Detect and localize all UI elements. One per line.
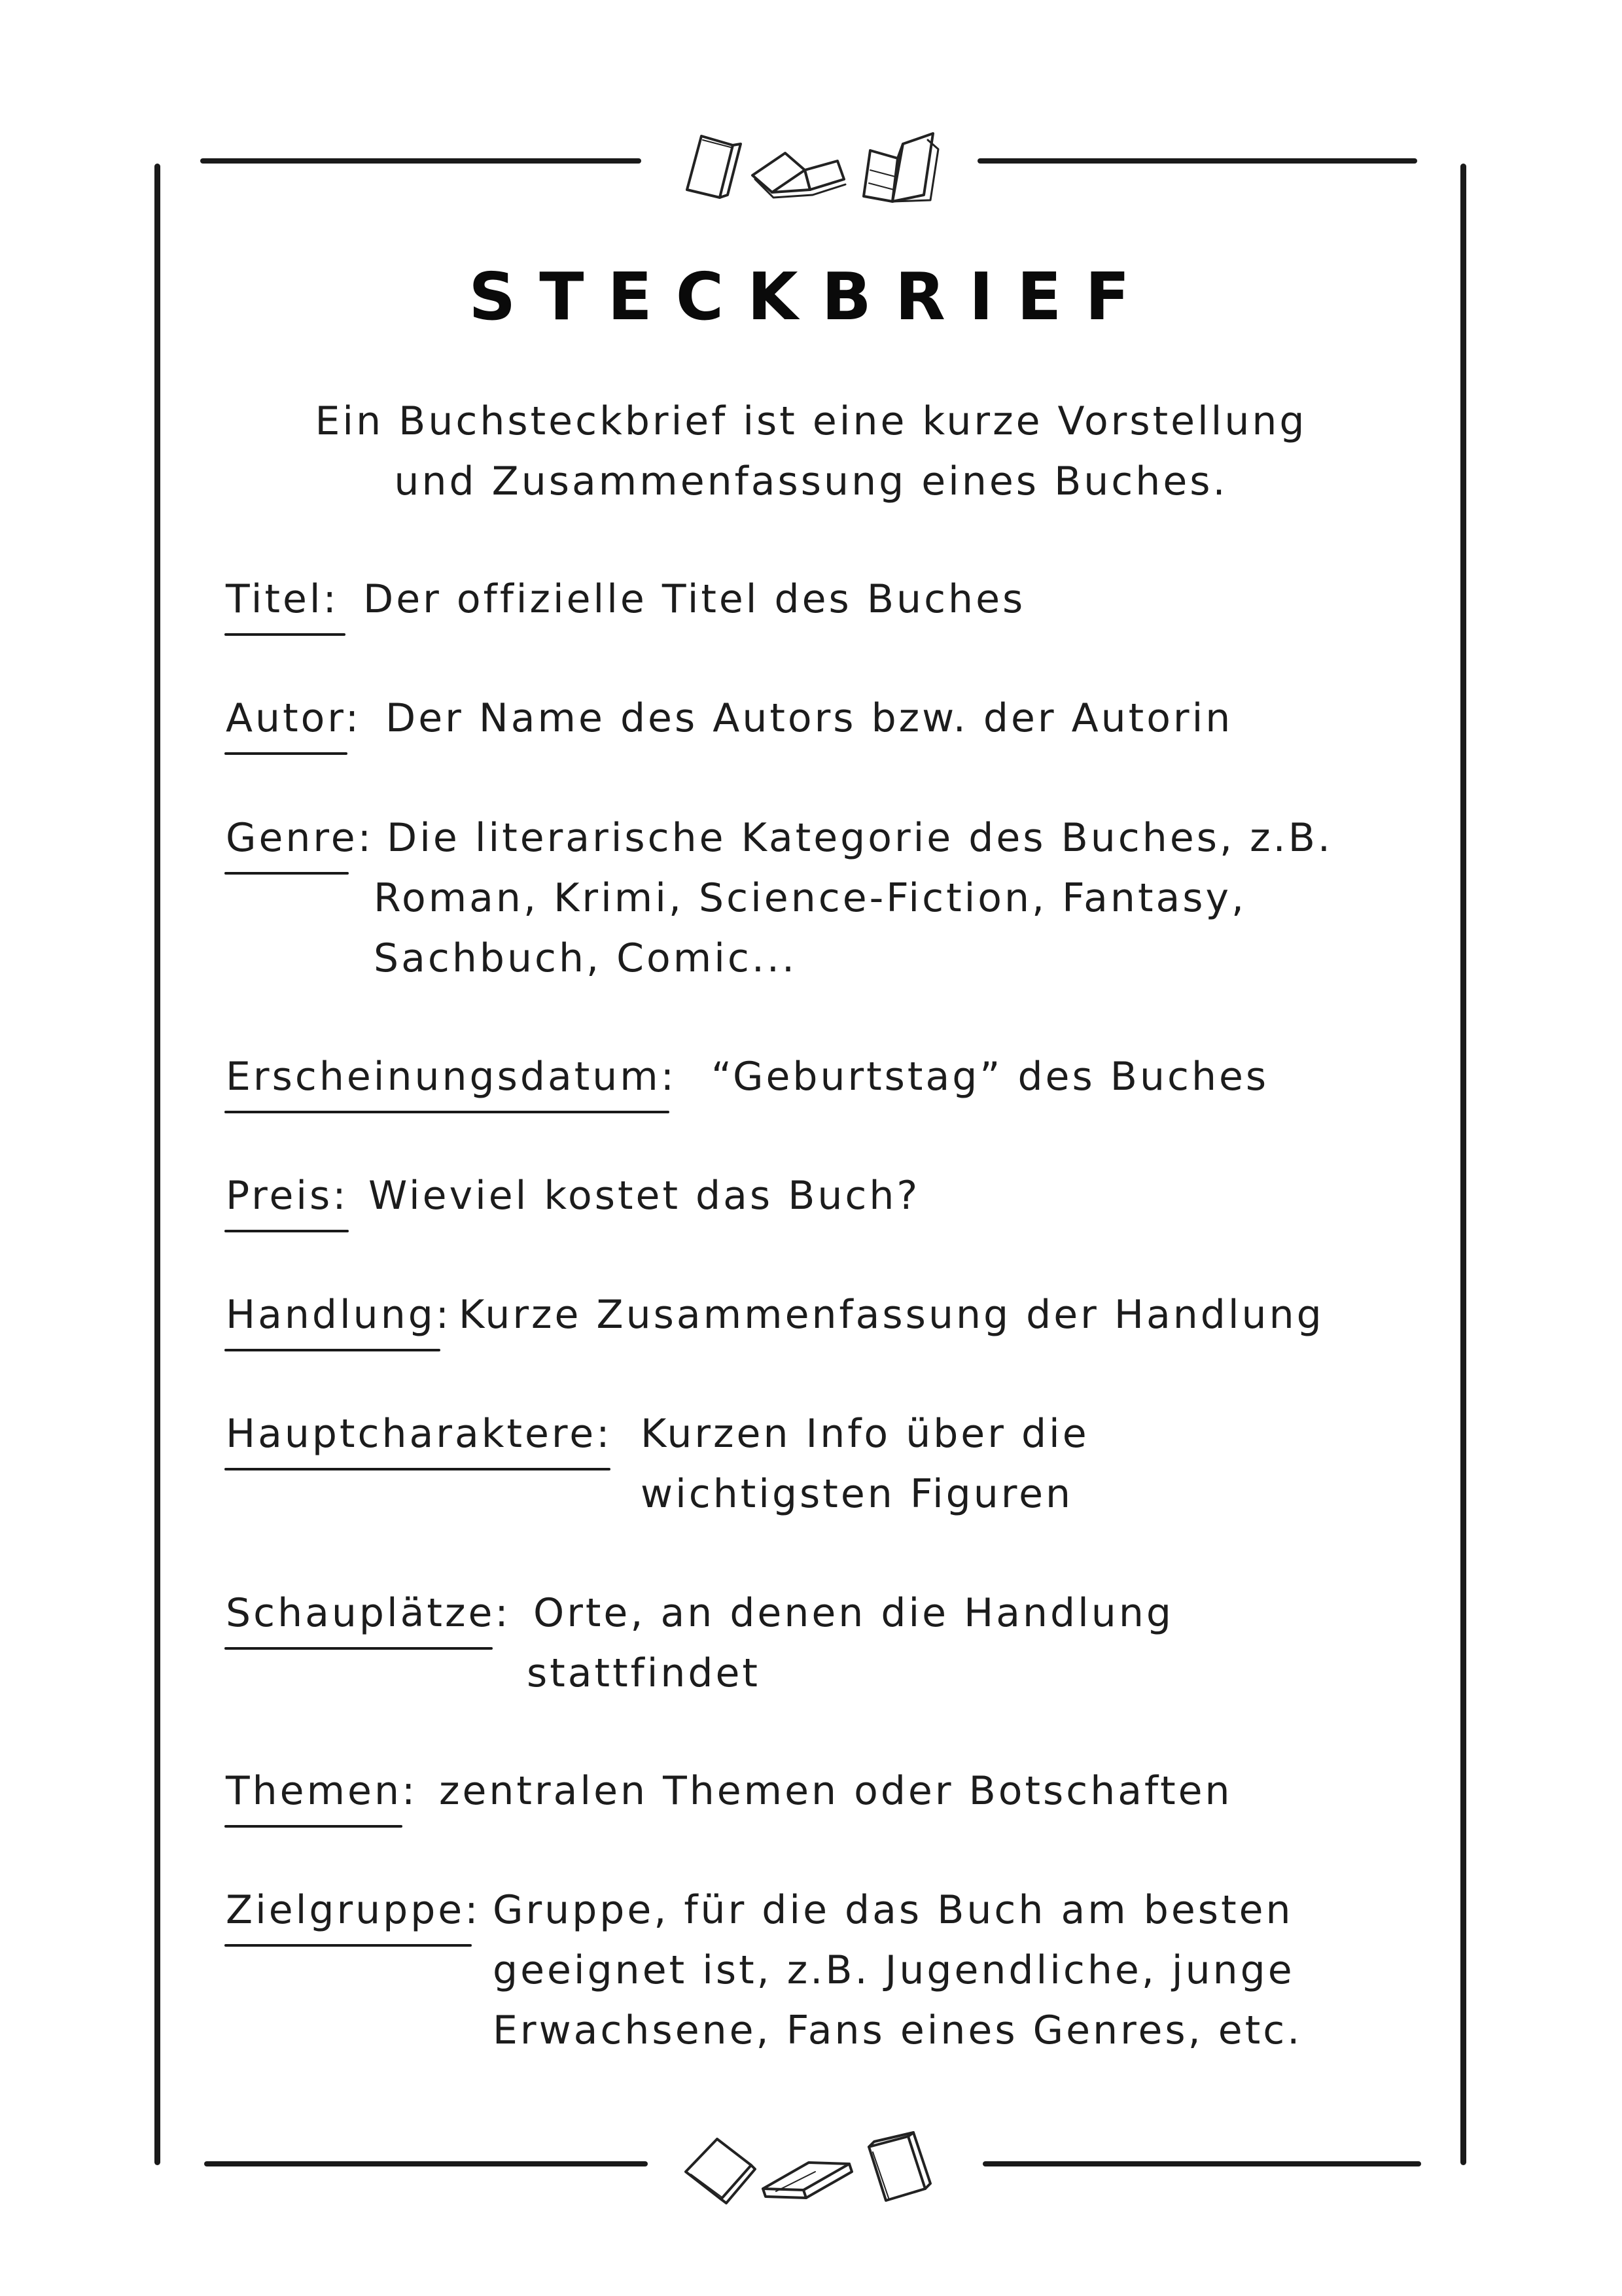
entry-label: Preis: bbox=[226, 1173, 349, 1219]
book-tilted-icon bbox=[686, 2139, 755, 2203]
intro-line-1: Ein Buchsteckbrief ist eine kurze Vorstellung bbox=[315, 398, 1307, 444]
entry-label: Handlung: bbox=[226, 1292, 452, 1338]
entry-text bbox=[385, 688, 1233, 748]
entry-label: Themen: bbox=[226, 1768, 418, 1814]
page-title: STECKBRIEF bbox=[468, 258, 1154, 335]
label-underline bbox=[224, 1230, 349, 1232]
book-lying-icon bbox=[763, 2163, 852, 2198]
frame-bottom-left-line bbox=[204, 2161, 648, 2166]
entry-text bbox=[374, 808, 1333, 988]
entry-text-line: Wieviel kostet das Buch? bbox=[368, 1173, 921, 1219]
entry-label: Autor: bbox=[226, 695, 362, 741]
entry-label: Erscheinungsdatum: bbox=[226, 1054, 677, 1100]
entry-text bbox=[493, 1880, 1302, 2061]
entry-text bbox=[641, 1404, 1089, 1524]
entry-label: Titel: bbox=[226, 576, 339, 622]
entry-text-line: Der offizielle Titel des Buches bbox=[363, 576, 1026, 622]
frame-top-right-line bbox=[978, 158, 1417, 164]
entry-text bbox=[459, 1285, 1324, 1345]
entry-text-line: Erwachsene, Fans eines Genres, etc. bbox=[493, 2008, 1303, 2053]
entry-text-line: Der Name des Autors bzw. der Autorin bbox=[385, 695, 1233, 741]
label-underline bbox=[224, 1647, 493, 1650]
entry-text bbox=[439, 1761, 1233, 1821]
entry-text-line: geeignet ist, z.B. Jugendliche, junge bbox=[493, 1947, 1295, 1993]
entry-text bbox=[711, 1047, 1269, 1107]
book-open-pages-icon bbox=[864, 133, 938, 201]
entry-text bbox=[527, 1583, 1174, 1703]
label-underline bbox=[224, 1825, 402, 1828]
entry-label: Zielgruppe: bbox=[226, 1887, 481, 1933]
entry-label: Schauplätze: bbox=[226, 1590, 511, 1636]
entry-text-line: Orte, an denen die Handlung bbox=[533, 1590, 1174, 1636]
entry-text-line: wichtigsten Figuren bbox=[641, 1471, 1074, 1517]
book-standing-icon bbox=[687, 136, 741, 198]
entry-text-line: Kurzen Info über die bbox=[641, 1411, 1089, 1457]
book-open-flat-icon bbox=[752, 153, 845, 198]
entry-text-line: Gruppe, für die das Buch am besten bbox=[493, 1887, 1294, 1933]
label-underline bbox=[224, 1349, 440, 1351]
label-underline bbox=[224, 872, 349, 875]
entry-text-line: stattfindet bbox=[527, 1650, 760, 1696]
entry-text bbox=[363, 569, 1025, 629]
entry-text-line: Kurze Zusammenfassung der Handlung bbox=[459, 1292, 1324, 1338]
entry-text-line: zentralen Themen oder Botschaften bbox=[439, 1768, 1233, 1814]
frame-top-left-line bbox=[200, 158, 641, 164]
label-underline bbox=[224, 1468, 610, 1470]
entry-label: Hauptcharaktere: bbox=[226, 1411, 612, 1457]
entry-text-line: Roman, Krimi, Science-Fiction, Fantasy, bbox=[374, 875, 1247, 921]
frame-bottom-right-line bbox=[983, 2161, 1421, 2166]
entry-label: Genre: bbox=[226, 815, 374, 861]
intro-paragraph bbox=[0, 391, 1622, 512]
entry-text-line: Die literarische Kategorie des Buches, z.B. bbox=[387, 815, 1333, 861]
bottom-books-decoration bbox=[678, 2126, 953, 2211]
top-books-decoration bbox=[674, 124, 949, 209]
intro-line-2: und Zusammenfassung eines Buches. bbox=[394, 459, 1228, 504]
label-underline bbox=[224, 1111, 669, 1113]
label-underline bbox=[224, 633, 345, 636]
label-underline bbox=[224, 1944, 472, 1947]
entry-text-line: Sachbuch, Comic... bbox=[374, 935, 798, 981]
label-underline bbox=[224, 752, 347, 755]
entry-text-line: “Geburtstag” des Buches bbox=[711, 1054, 1269, 1100]
entry-text bbox=[368, 1166, 920, 1226]
book-closed-icon bbox=[869, 2132, 930, 2200]
